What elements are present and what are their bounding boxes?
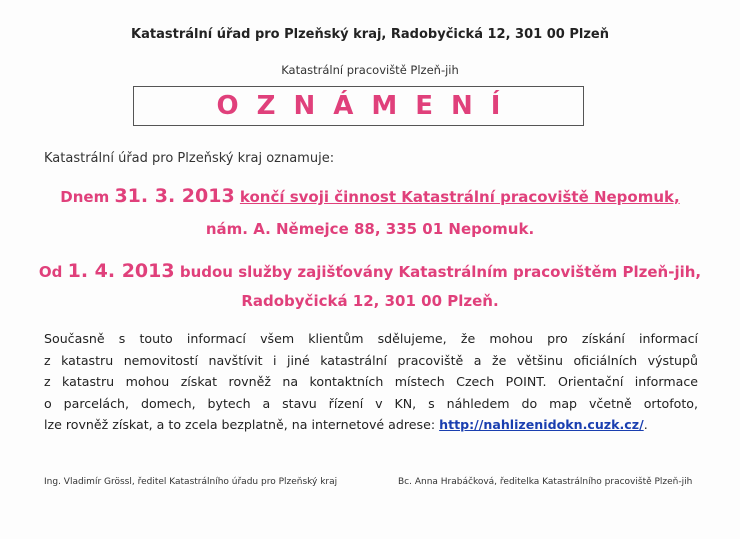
intro-text: Katastrální úřad pro Plzeňský kraj oznamuje: — [44, 151, 335, 166]
notice2-text: budou služby zajišťovány Katastrálním pracovištěm Plzeň-jih, — [179, 263, 702, 281]
notice1-prefix: Dnem — [60, 188, 110, 206]
office-header: Katastrální úřad pro Plzeňský kraj, Radobyčická 12, 301 00 Plzeň — [131, 27, 609, 42]
title-box — [133, 86, 584, 126]
page-title: OZNÁMENÍ — [216, 91, 519, 121]
paragraph-line: o parcelách, domech, bytech a stavu řízení v KN, s náhledem do map včetně ortofoto, — [44, 395, 698, 411]
notice1-line — [0, 185, 740, 207]
notice2-date: 1. 4. 2013 — [67, 260, 175, 282]
notice1-address: nám. A. Němejce 88, 335 01 Nepomuk. — [205, 220, 535, 238]
paragraph-line-text: lze rovněž získat, a to zcela bezplatně, na internetové adrese: — [44, 417, 436, 432]
notice1-text: končí svoji činnost Katastrální pracoviště Nepomuk, — [239, 188, 680, 206]
paragraph-line: z katastru nemovitostí navštívit i jiné katastrální pracoviště a že většinu oficiálních výstupů — [44, 352, 698, 368]
notice2-prefix: Od — [38, 263, 63, 281]
branch-header: Katastrální pracoviště Plzeň-jih — [281, 63, 459, 77]
notice2-line — [0, 260, 740, 282]
paragraph-line: z katastru mohou získat rovněž na kontaktních místech Czech POINT. Orientační informace — [44, 374, 698, 389]
signature-left: Ing. Vladimír Grössl, ředitel Katastrálního úřadu pro Plzeňský kraj — [44, 477, 338, 487]
paragraph-end-period: . — [643, 417, 648, 432]
signature-right: Bc. Anna Hrabáčková, ředitelka Katastrálního pracoviště Plzeň-jih — [398, 477, 693, 487]
paragraph-last-line — [44, 414, 698, 436]
notice1-date: 31. 3. 2013 — [114, 185, 235, 207]
paragraph-line: Současně s touto informací všem klientům sdělujeme, že mohou pro získání informací — [44, 331, 698, 346]
cadastre-link[interactable]: http://nahlizenidokn.cuzk.cz/ — [439, 417, 644, 432]
notice2-address: Radobyčická 12, 301 00 Plzeň. — [241, 292, 499, 310]
info-paragraph — [44, 328, 698, 436]
